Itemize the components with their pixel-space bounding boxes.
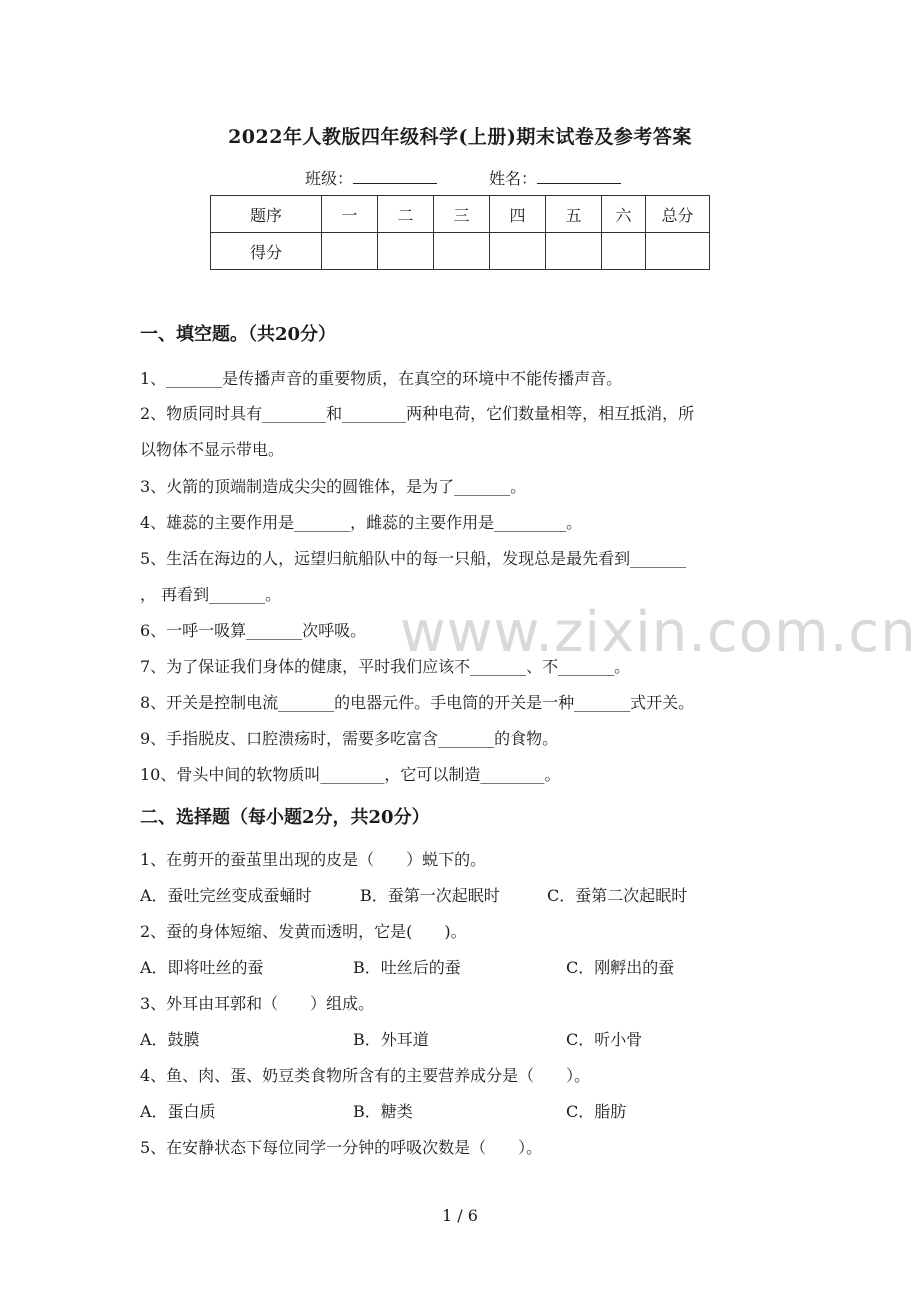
table-cell: 三: [434, 196, 490, 233]
choice-option: C．脂肪: [566, 1102, 627, 1121]
question-line: 9、手指脱皮、口腔溃疡时，需要多吃富含_______的食物。: [140, 729, 559, 748]
name-blank: [537, 167, 621, 184]
choice-option: A．蚕吐完丝变成蚕蛹时: [140, 886, 312, 905]
name-label: 姓名：: [489, 169, 538, 188]
choice-option: B．外耳道: [353, 1030, 429, 1049]
choice-question: 4、鱼、肉、蛋、奶豆类食物所含有的主要营养成分是（ ）。: [140, 1066, 591, 1085]
choice-option: C．蚕第二次起眠时: [547, 886, 688, 905]
class-blank: [353, 167, 437, 184]
score-cell: [546, 233, 602, 270]
question-line: 7、为了保证我们身体的健康，平时我们应该不_______、不_______。: [140, 657, 631, 676]
table-cell: 一: [322, 196, 378, 233]
score-cell: [602, 233, 646, 270]
score-table: [210, 195, 710, 270]
table-cell: 五: [546, 196, 602, 233]
choice-option: A．鼓膜: [140, 1030, 200, 1049]
choice-question: 5、在安静状态下每位同学一分钟的呼吸次数是（ ）。: [140, 1138, 543, 1157]
score-cell: [646, 233, 710, 270]
choice-question: 1、在剪开的蚕茧里出现的皮是（ ）蜕下的。: [140, 850, 487, 869]
table-cell: 六: [602, 196, 646, 233]
choice-question: 2、蚕的身体短缩、发黄而透明，它是( )。: [140, 922, 467, 941]
choice-option: A．蛋白质: [140, 1102, 216, 1121]
score-table-header-row: [211, 196, 710, 233]
question-line: 8、开关是控制电流_______的电器元件。手电筒的开关是一种_______式开关。: [140, 693, 695, 712]
class-label: 班级：: [305, 169, 354, 188]
question-line: 2、物质同时具有________和________两种电荷，它们数量相等，相互抵消，所: [140, 404, 695, 423]
score-cell: [378, 233, 434, 270]
choice-option: B．蚕第一次起眠时: [360, 886, 500, 905]
choice-option: B．吐丝后的蚕: [353, 958, 461, 977]
question-line: 1、_______是传播声音的重要物质，在真空的环境中不能传播声音。: [140, 369, 623, 388]
choice-option: C．听小骨: [566, 1030, 643, 1049]
question-line: 5、生活在海边的人，远望归航船队中的每一只船，发现总是最先看到_______: [140, 549, 687, 568]
table-cell: 总分: [646, 196, 710, 233]
question-line: 3、火箭的顶端制造成尖尖的圆锥体，是为了_______。: [140, 477, 527, 496]
table-cell: 二: [378, 196, 434, 233]
table-cell: 四: [490, 196, 546, 233]
page-number: 1 / 6: [442, 1206, 478, 1225]
choice-option: C．刚孵出的蚕: [566, 958, 675, 977]
question-line: 6、一呼一吸算_______次呼吸。: [140, 621, 367, 640]
question-line: ， 再看到_______。: [140, 585, 282, 604]
score-cell: [434, 233, 490, 270]
table-cell: 得分: [211, 233, 322, 270]
question-line: 4、雄蕊的主要作用是_______，雌蕊的主要作用是_________。: [140, 513, 583, 532]
choice-option: B．糖类: [353, 1102, 413, 1121]
score-table-score-row: [211, 233, 710, 270]
table-cell: 题序: [211, 196, 322, 233]
watermark: www.zixin.com.cn: [400, 600, 917, 665]
section-heading-choice: 二、选择题（每小题2分，共20分）: [140, 807, 430, 828]
choice-question: 3、外耳由耳郭和（ ）组成。: [140, 994, 375, 1013]
score-cell: [490, 233, 546, 270]
score-cell: [322, 233, 378, 270]
document-title: 2022年人教版四年级科学(上册)期末试卷及参考答案: [228, 126, 692, 148]
student-info: [305, 166, 621, 189]
question-line: 10、骨头中间的软物质叫________，它可以制造________。: [140, 765, 561, 784]
section-heading-fill-blank: 一、填空题。（共20分）: [140, 324, 337, 345]
choice-option: A．即将吐丝的蚕: [140, 958, 264, 977]
question-line: 以物体不显示带电。: [140, 440, 285, 459]
